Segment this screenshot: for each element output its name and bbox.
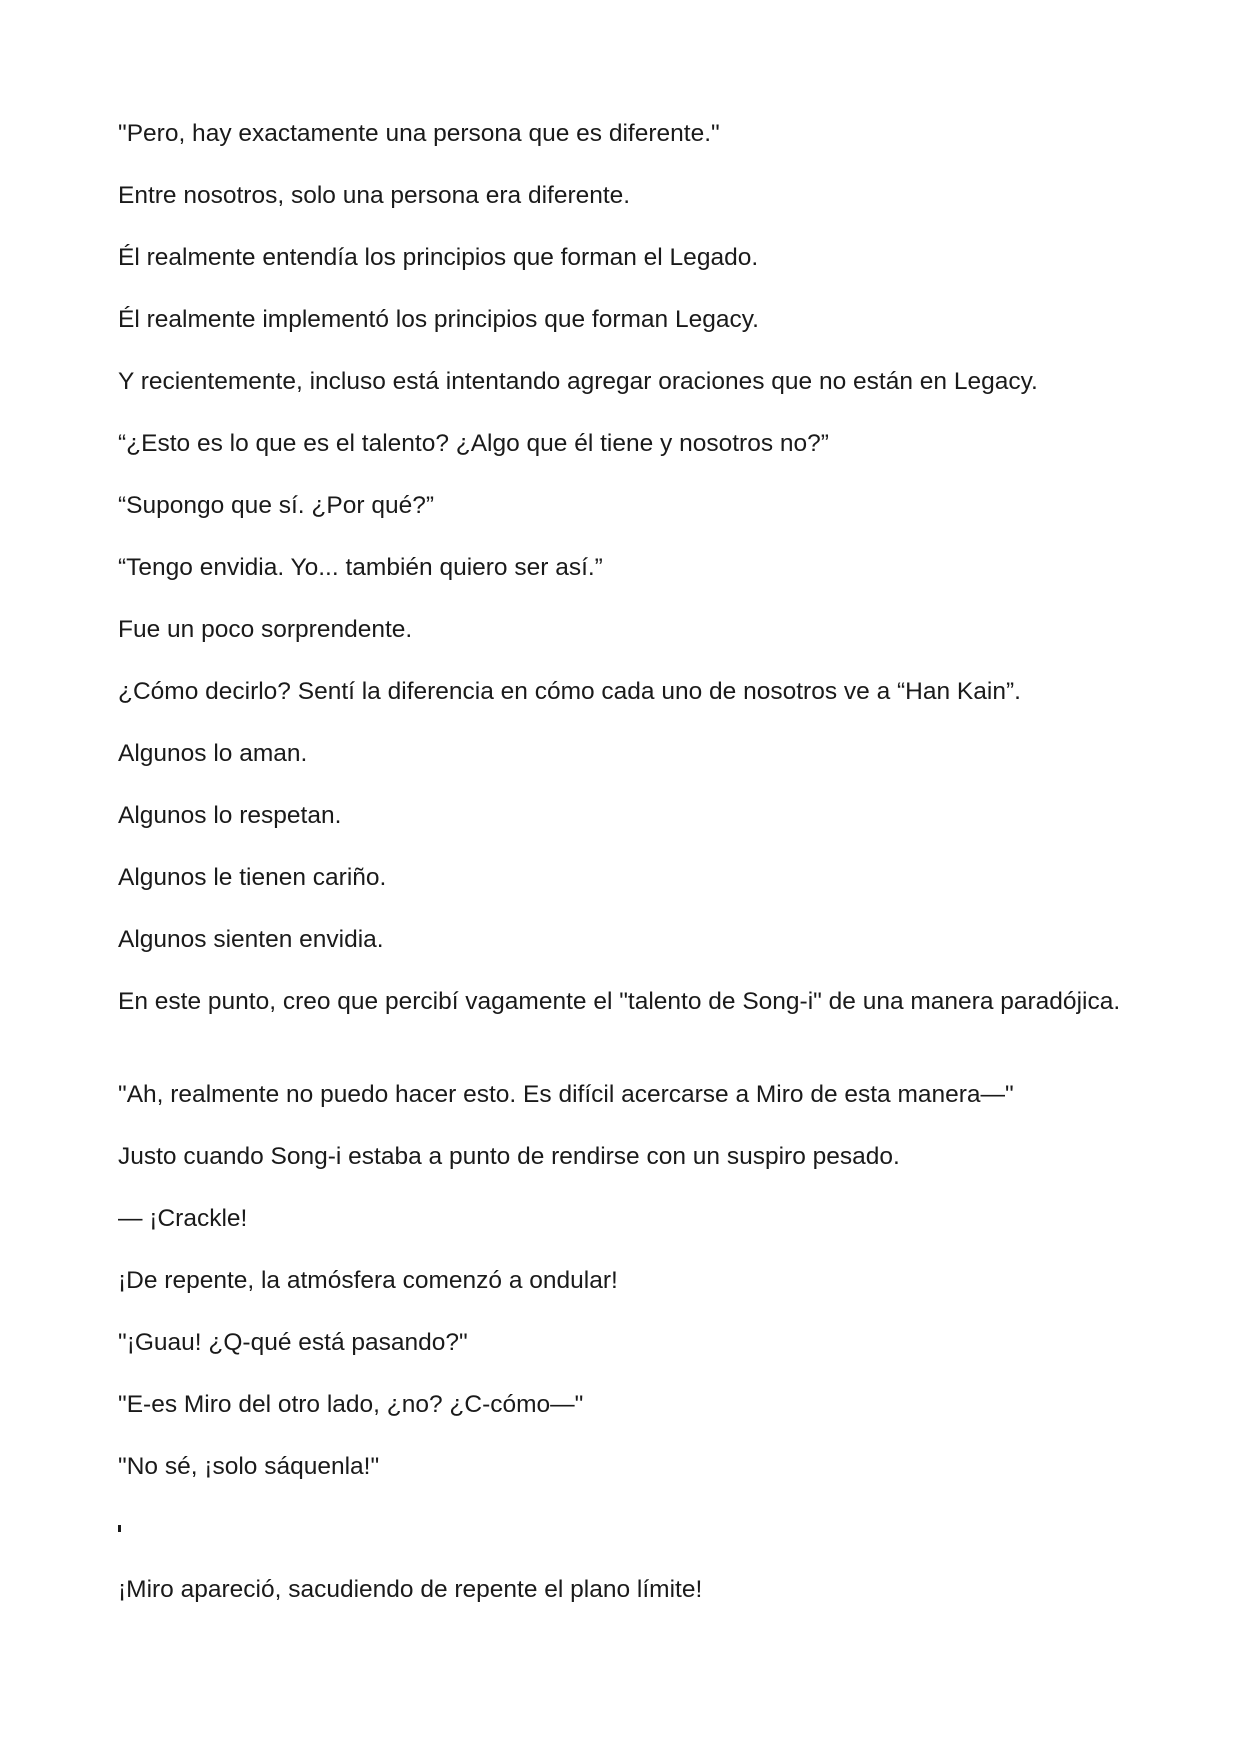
paragraph: En este punto, creo que percibí vagamente el "talento de Song-i" de una manera paradójica. [118,988,1121,1015]
paragraph: Entre nosotros, solo una persona era diferente. [118,182,631,209]
paragraph: Algunos sienten envidia. [118,926,384,953]
paragraph: “Tengo envidia. Yo... también quiero ser así.” [118,554,603,581]
paragraph: ¡Miro apareció, sacudiendo de repente el plano límite! [118,1576,703,1603]
paragraph: Algunos lo aman. [118,740,308,767]
paragraph: "Pero, hay exactamente una persona que es diferente." [118,120,720,147]
paragraph: “¿Esto es lo que es el talento? ¿Algo que él tiene y nosotros no?” [118,430,829,457]
paragraph: "No sé, ¡solo sáquenla!" [118,1453,380,1480]
paragraph: "Ah, realmente no puedo hacer esto. Es difícil acercarse a Miro de esta manera—" [118,1081,1014,1108]
paragraph: ¡De repente, la atmósfera comenzó a ondular! [118,1267,618,1294]
stray-mark [118,1525,121,1532]
paragraph: Él realmente entendía los principios que forman el Legado. [118,244,759,271]
paragraph: ¿Cómo decirlo? Sentí la diferencia en cómo cada uno de nosotros ve a “Han Kain”. [118,678,1021,705]
paragraph: "E-es Miro del otro lado, ¿no? ¿C-cómo—" [118,1391,584,1418]
paragraph: "¡Guau! ¿Q-qué está pasando?" [118,1329,468,1356]
paragraph: Y recientemente, incluso está intentando agregar oraciones que no están en Legacy. [118,368,1038,395]
paragraph: Algunos lo respetan. [118,802,342,829]
paragraph: “Supongo que sí. ¿Por qué?” [118,492,434,519]
paragraph: Algunos le tienen cariño. [118,864,387,891]
paragraph: Él realmente implementó los principios que forman Legacy. [118,306,759,333]
paragraph: Fue un poco sorprendente. [118,616,413,643]
paragraph: Justo cuando Song-i estaba a punto de rendirse con un suspiro pesado. [118,1143,900,1170]
paragraph: — ¡Crackle! [118,1205,248,1232]
